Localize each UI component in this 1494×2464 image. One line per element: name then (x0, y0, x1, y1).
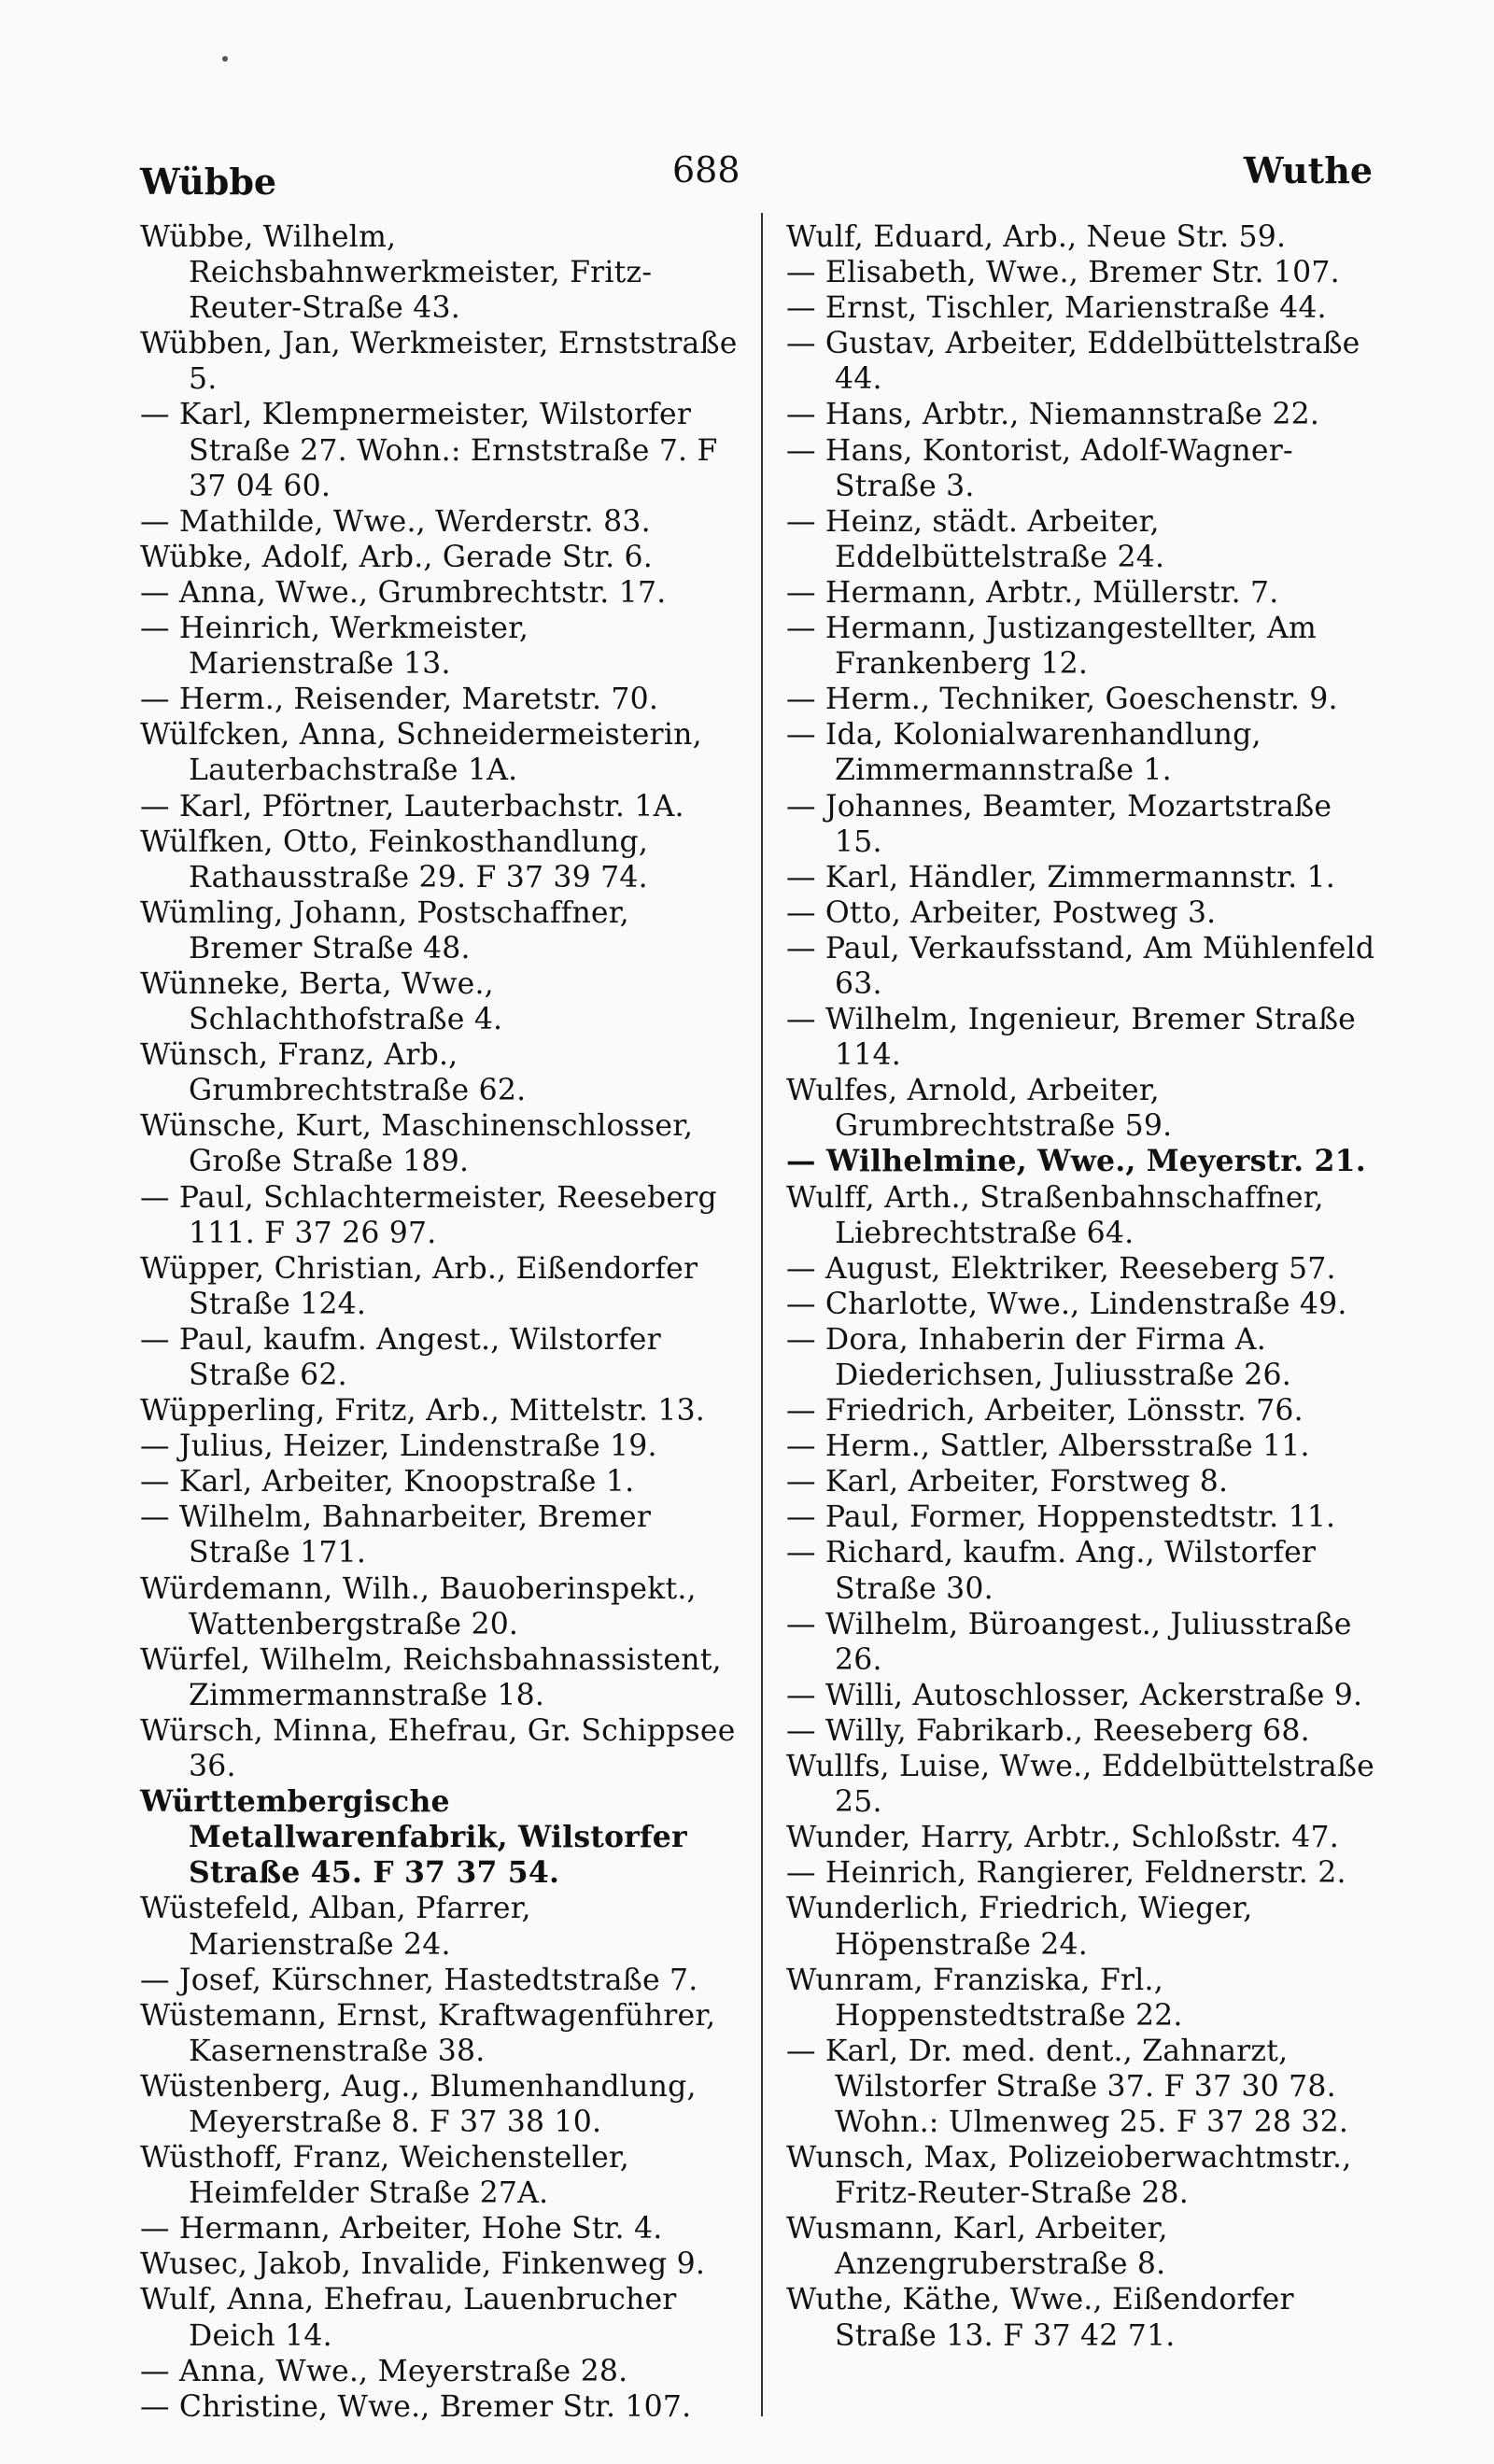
page-number: 688 (672, 149, 740, 190)
directory-entry: Wübbe, Wilhelm, Reichsbahnwerkmeister, Fritz-Reuter-Straße 43. (140, 220, 653, 326)
directory-entry: Wulf, Eduard, Arb., Neue Str. 59. (786, 220, 1287, 254)
directory-entry: — Johannes, Beamter, Mozartstraße 15. (786, 789, 1332, 859)
directory-entry: Wünneke, Berta, Wwe., Schlachthofstraße 4. (140, 966, 503, 1037)
directory-entry: — Karl, Pförtner, Lauterbachstr. 1A. (140, 789, 684, 824)
directory-entry: Wüstefeld, Alban, Pfarrer, Marienstraße 24. (140, 1892, 531, 1962)
directory-entry: — Paul, Former, Hoppenstedtstr. 11. (786, 1500, 1336, 1535)
directory-entry: — Paul, kaufm. Angest., Wilstorfer Straße 62. (140, 1322, 661, 1392)
directory-entry: Wusmann, Karl, Arbeiter, Anzengruberstraße 8. (786, 2212, 1168, 2282)
directory-entry: — Hermann, Arbeiter, Hohe Str. 4. (140, 2212, 663, 2246)
directory-entry: Wülfken, Otto, Feinkosthandlung, Rathausstraße 29. F 37 39 74. (140, 824, 649, 894)
directory-entry: — Wilhelmine, Wwe., Meyerstr. 21. (786, 1144, 1366, 1179)
directory-entry: — Hermann, Arbtr., Müllerstr. 7. (786, 575, 1279, 610)
header-last-name: Wuthe (1243, 149, 1373, 191)
directory-entry: — Wilhelm, Ingenieur, Bremer Straße 114. (786, 1003, 1357, 1073)
directory-entry: — Herm., Reisender, Maretstr. 70. (140, 683, 659, 717)
directory-entry: Wübke, Adolf, Arb., Gerade Str. 6. (140, 540, 654, 574)
directory-entry: — Herm., Techniker, Goeschenstr. 9. (786, 683, 1338, 717)
directory-entry: — Elisabeth, Wwe., Bremer Str. 107. (786, 256, 1340, 290)
directory-entry: — Karl, Händler, Zimmermannstr. 1. (786, 860, 1335, 894)
directory-entry: — Otto, Arbeiter, Postweg 3. (786, 895, 1217, 930)
directory-entry: Wuthe, Käthe, Wwe., Eißendorfer Straße 13. F 37 42 71. (786, 2283, 1294, 2353)
directory-entry: Wusec, Jakob, Invalide, Finkenweg 9. (140, 2247, 706, 2282)
directory-entry: — Karl, Klempnermeister, Wilstorfer Straße 27. Wohn.: Ernststraße 7. F 37 04 60. (140, 398, 718, 503)
directory-entry: — Hermann, Justizangestellter, Am Frankenberg 12. (786, 612, 1317, 682)
header-first-name: Wübbe (140, 161, 277, 203)
directory-entry: Wunram, Franziska, Frl., Hoppenstedtstraße 22. (786, 1963, 1183, 2033)
directory-entry: — Hans, Arbtr., Niemannstraße 22. (786, 398, 1320, 432)
directory-entry: Wüpper, Christian, Arb., Eißendorfer Straße 124. (140, 1251, 698, 1321)
directory-entry: Wünsch, Franz, Arb., Grumbrechtstraße 62. (140, 1038, 527, 1108)
directory-entry: Würsch, Minna, Ehefrau, Gr. Schippsee 36. (140, 1713, 736, 1784)
directory-entry: — Christine, Wwe., Bremer Str. 107. (140, 2389, 692, 2424)
directory-entry: Würfel, Wilhelm, Reichsbahnassistent, Zimmermannstraße 18. (140, 1642, 722, 1712)
directory-entry: Wulff, Arth., Straßenbahnschaffner, Liebrechtstraße 64. (786, 1180, 1324, 1250)
directory-entry: — Josef, Kürschner, Hastedtstraße 7. (140, 1963, 698, 1997)
directory-entry: — Julius, Heizer, Lindenstraße 19. (140, 1429, 657, 1464)
directory-entry: — Paul, Schlachtermeister, Reeseberg 111. F 37 26 97. (140, 1180, 717, 1250)
directory-entry: Wunderlich, Friedrich, Wieger, Höpenstraße 24. (786, 1892, 1253, 1962)
directory-entry: — Willi, Autoschlosser, Ackerstraße 9. (786, 1678, 1363, 1712)
directory-entry: Wüsthoff, Franz, Weichensteller, Heimfelder Straße 27A. (140, 2141, 629, 2211)
directory-entry: — Karl, Arbeiter, Knoopstraße 1. (140, 1465, 635, 1500)
directory-entry: — Heinrich, Werkmeister, Marienstraße 13. (140, 612, 529, 682)
directory-entry: Wübben, Jan, Werkmeister, Ernststraße 5. (140, 327, 738, 397)
directory-entry: — Anna, Wwe., Meyerstraße 28. (140, 2354, 628, 2388)
directory-entry: — Paul, Verkaufsstand, Am Mühlenfeld 63. (786, 931, 1375, 1001)
directory-entry: — Karl, Dr. med. dent., Zahnarzt, Wilstorfer Straße 37. F 37 30 78. Wohn.: Ulmenweg 25. F 37 28 32. (786, 2034, 1349, 2139)
directory-entry: Wulf, Anna, Ehefrau, Lauenbrucher Deich 14. (140, 2283, 677, 2353)
directory-entry: Wümling, Johann, Postschaffner, Bremer Straße 48. (140, 895, 629, 965)
column-divider (761, 213, 763, 2416)
print-speck (222, 56, 228, 62)
directory-entry: Wüstemann, Ernst, Kraftwagenführer, Kasernenstraße 38. (140, 1998, 716, 2068)
directory-entry: — Gustav, Arbeiter, Eddelbüttelstraße 44. (786, 327, 1360, 397)
directory-entry: Wunsch, Max, Polizeioberwachtmstr., Fritz-Reuter-Straße 28. (786, 2141, 1352, 2211)
directory-entry: — Heinrich, Rangierer, Feldnerstr. 2. (786, 1856, 1346, 1891)
directory-entry: Wünsche, Kurt, Maschinenschlosser, Große Straße 189. (140, 1109, 694, 1179)
left-column (140, 219, 738, 2425)
directory-entry: Wüpperling, Fritz, Arb., Mittelstr. 13. (140, 1394, 706, 1429)
directory-entry: — Anna, Wwe., Grumbrechtstr. 17. (140, 575, 667, 610)
directory-entry: Württembergische Metallwarenfabrik, Wilstorfer Straße 45. F 37 37 54. (140, 1784, 687, 1891)
directory-entry: Würdemann, Wilh., Bauoberinspekt., Wattenbergstraße 20. (140, 1571, 697, 1641)
directory-entry: — Willy, Fabrikarb., Reeseberg 68. (786, 1713, 1310, 1748)
directory-entry: — Friedrich, Arbeiter, Lönsstr. 76. (786, 1394, 1304, 1429)
directory-entry: — Ernst, Tischler, Marienstraße 44. (786, 291, 1327, 326)
directory-entry: — Mathilde, Wwe., Werderstr. 83. (140, 504, 651, 539)
directory-entry: Wülfcken, Anna, Schneidermeisterin, Lauterbachstraße 1A. (140, 718, 702, 788)
directory-entry: — Heinz, städt. Arbeiter, Eddelbüttelstraße 24. (786, 504, 1165, 574)
directory-entry: — August, Elektriker, Reeseberg 57. (786, 1251, 1336, 1286)
page-header (140, 149, 1373, 205)
directory-entry: — Wilhelm, Büroangest., Juliusstraße 26. (786, 1607, 1352, 1677)
right-column (786, 219, 1384, 2354)
directory-entry: — Ida, Kolonialwarenhandlung, Zimmermannstraße 1. (786, 718, 1261, 788)
directory-entry: Wullfs, Luise, Wwe., Eddelbüttelstraße 25. (786, 1750, 1374, 1820)
directory-entry: Wunder, Harry, Arbtr., Schloßstr. 47. (786, 1821, 1339, 1855)
directory-entry: — Richard, kaufm. Ang., Wilstorfer Straße 30. (786, 1536, 1317, 1606)
directory-entry: — Wilhelm, Bahnarbeiter, Bremer Straße 171. (140, 1500, 652, 1570)
directory-entry: Wulfes, Arnold, Arbeiter, Grumbrechtstraße 59. (786, 1074, 1173, 1144)
directory-entry: Wüstenberg, Aug., Blumenhandlung, Meyerstraße 8. F 37 38 10. (140, 2069, 697, 2139)
directory-entry: — Charlotte, Wwe., Lindenstraße 49. (786, 1287, 1347, 1321)
directory-entry: — Herm., Sattler, Albersstraße 11. (786, 1429, 1310, 1464)
directory-entry: — Hans, Kontorist, Adolf-Wagner-Straße 3. (786, 433, 1293, 503)
directory-entry: — Karl, Arbeiter, Forstweg 8. (786, 1465, 1229, 1500)
directory-entry: — Dora, Inhaberin der Firma A. Diederichsen, Juliusstraße 26. (786, 1322, 1291, 1392)
